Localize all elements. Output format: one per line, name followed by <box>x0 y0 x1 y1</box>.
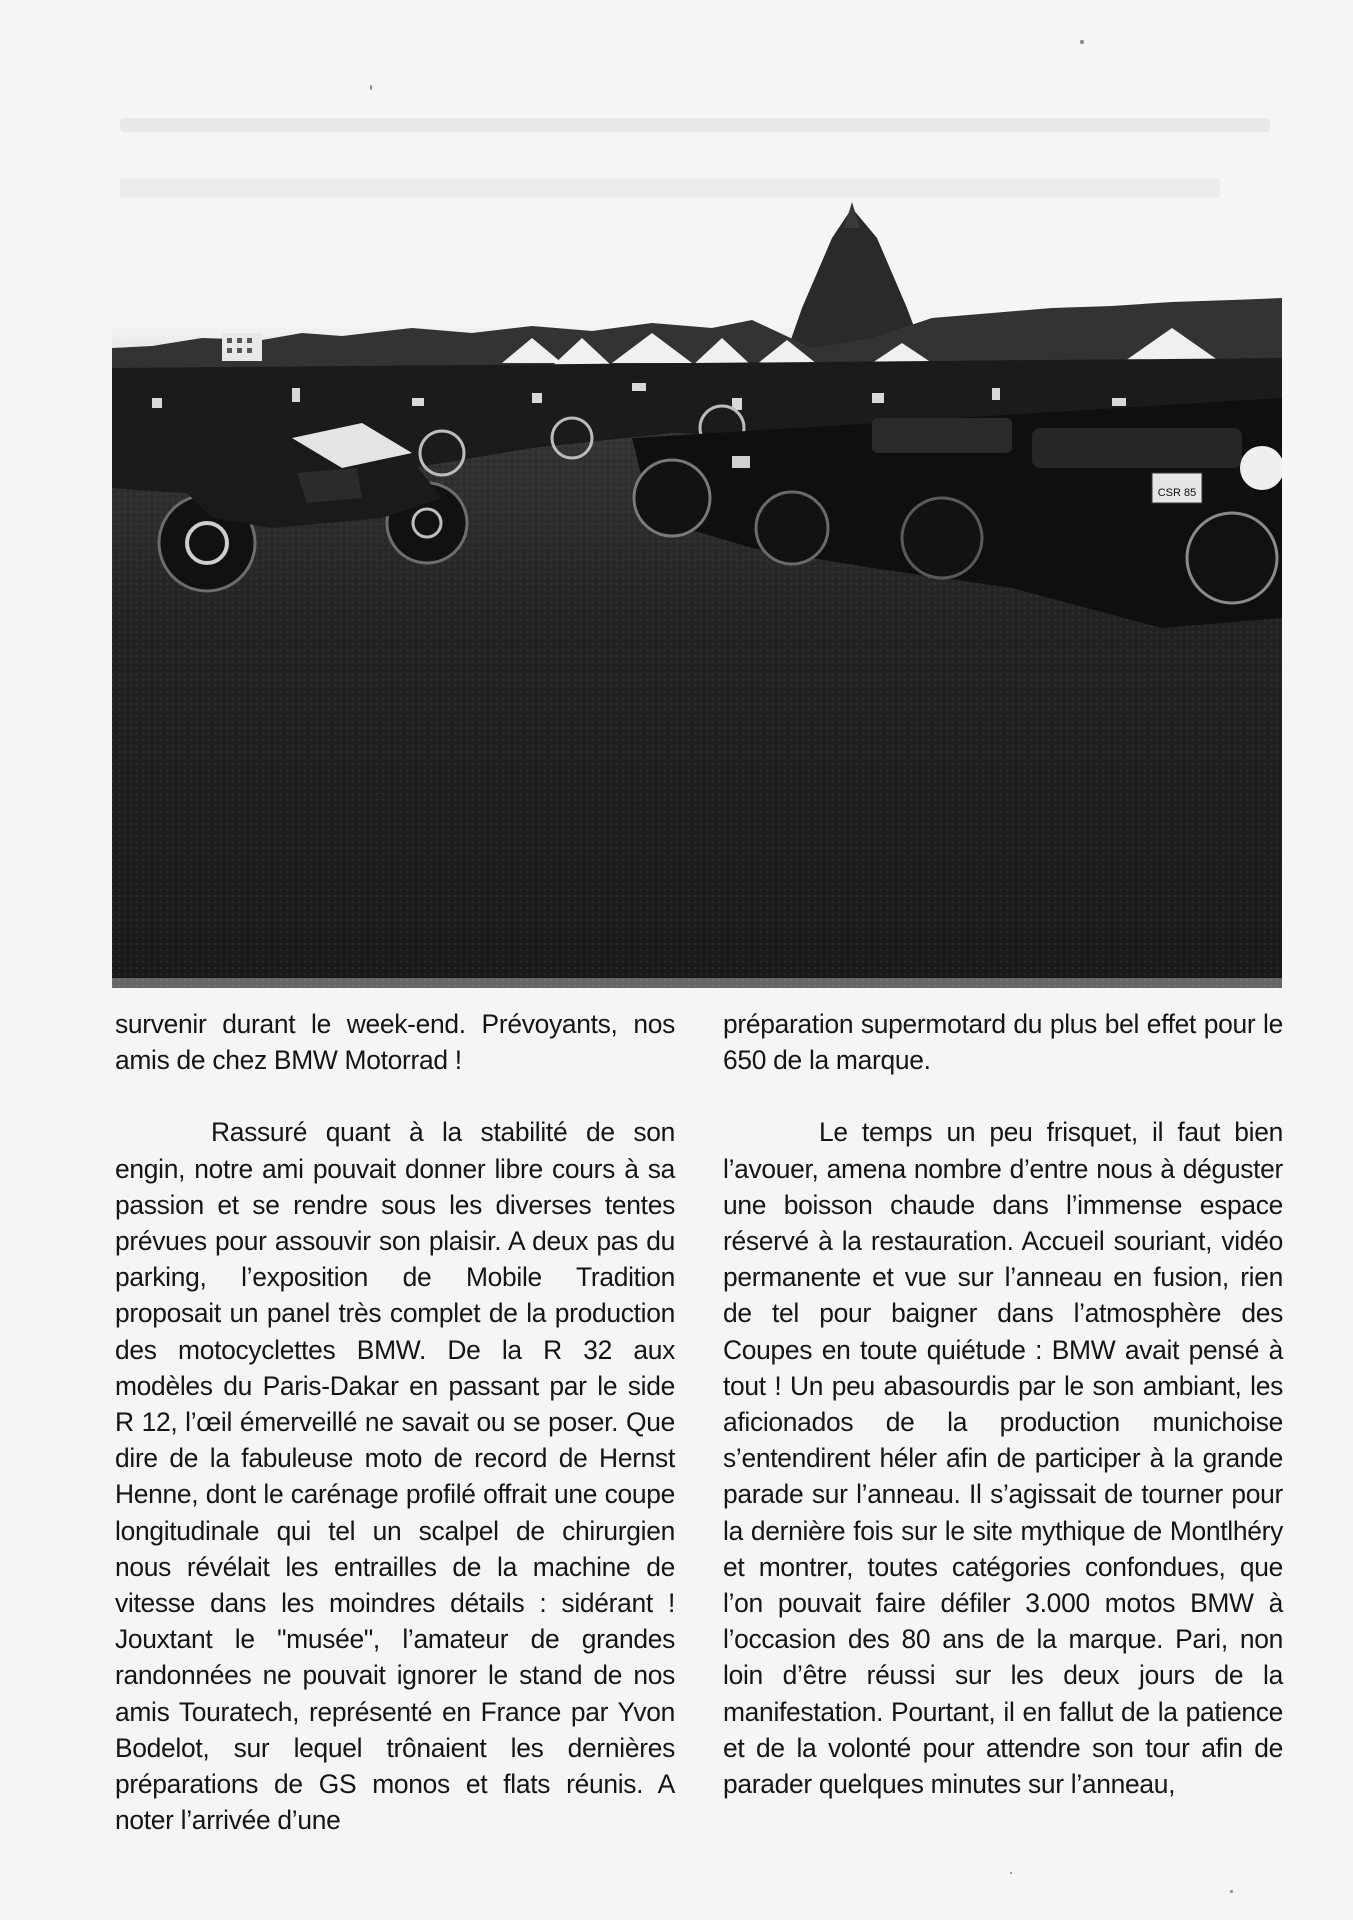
left-paragraph-2: Rassuré quant à la stabilité de son engin, notre ami pouvait donner libre cours à sa passion et se rendre sous les diverses tentes prévues pour assouvir son plaisir. A deux pas du parking, l’exposition de Mobile Tradition proposait un panel très complet de la production des motocyclettes BMW. De la R 32 aux modèles du Paris-Dakar en passant par le side R 12, l’œil émerveillé ne savait ou se poser. Que dire de la fabuleuse moto de record de Hernst Henne, dont le carénage profilé offrait une coupe longitudinale qui tel un scalpel de chirurgien nous révélait les entrailles de la machine de vitesse dans les moindres détails : sidérant ! Jouxtant le "musée", l’amateur de grandes randonnées ne pouvait ignorer le stand de nos amis Touratech, représenté en France par Yvon Bodelot, sur lequel trônaient les dernières préparations de GS monos et flats réunis. A noter l’arrivée d’une <box>115 1117 675 1836</box>
scan-speck <box>1080 40 1084 44</box>
scan-speck <box>370 85 372 90</box>
right-paragraph-1: préparation supermotard du plus bel effet pour le 650 de la marque. <box>723 1009 1283 1076</box>
bleed-through-line <box>120 118 1270 132</box>
text-column-right <box>723 1006 1283 1802</box>
scan-speck <box>1230 1890 1233 1893</box>
motorcycle-rally-photo <box>112 198 1282 988</box>
text-column-left <box>115 1006 675 1838</box>
left-paragraph-1: survenir durant le week-end. Prévoyants, nos amis de chez BMW Motorrad ! <box>115 1009 675 1076</box>
right-paragraph-2: Le temps un peu frisquet, il faut bien l’avouer, amena nombre d’entre nous à déguster une boisson chaude dans l’immense espace réservé à la restauration. Accueil souriant, vidéo permanente et vue sur l’anneau en fusion, rien de tel pour baigner dans l’atmosphère des Coupes en toute quiétude : BMW avait pensé à tout ! Un peu abasourdis par le son ambiant, les aficionados de la production munichoise s’entendirent héler afin de participer à la grande parade sur l’anneau. Il s’agissait de tourner pour la dernière fois sur le site mythique de Montlhéry et montrer, toutes catégories confondues, que l’on pouvait faire défiler 3.000 motos BMW à l’occasion des 80 ans de la marque. Pari, non loin d’être réussi sur les deux jours de la manifestation. Pourtant, il en fallut de la patience et de la volonté pour attendre son tour afin de parader quelques minutes sur l’anneau, <box>723 1117 1283 1800</box>
scan-speck <box>1010 1872 1012 1874</box>
photo-svg <box>112 198 1282 988</box>
bleed-through-line <box>120 178 1220 198</box>
license-plate-text: CSR 85 <box>1157 487 1197 499</box>
